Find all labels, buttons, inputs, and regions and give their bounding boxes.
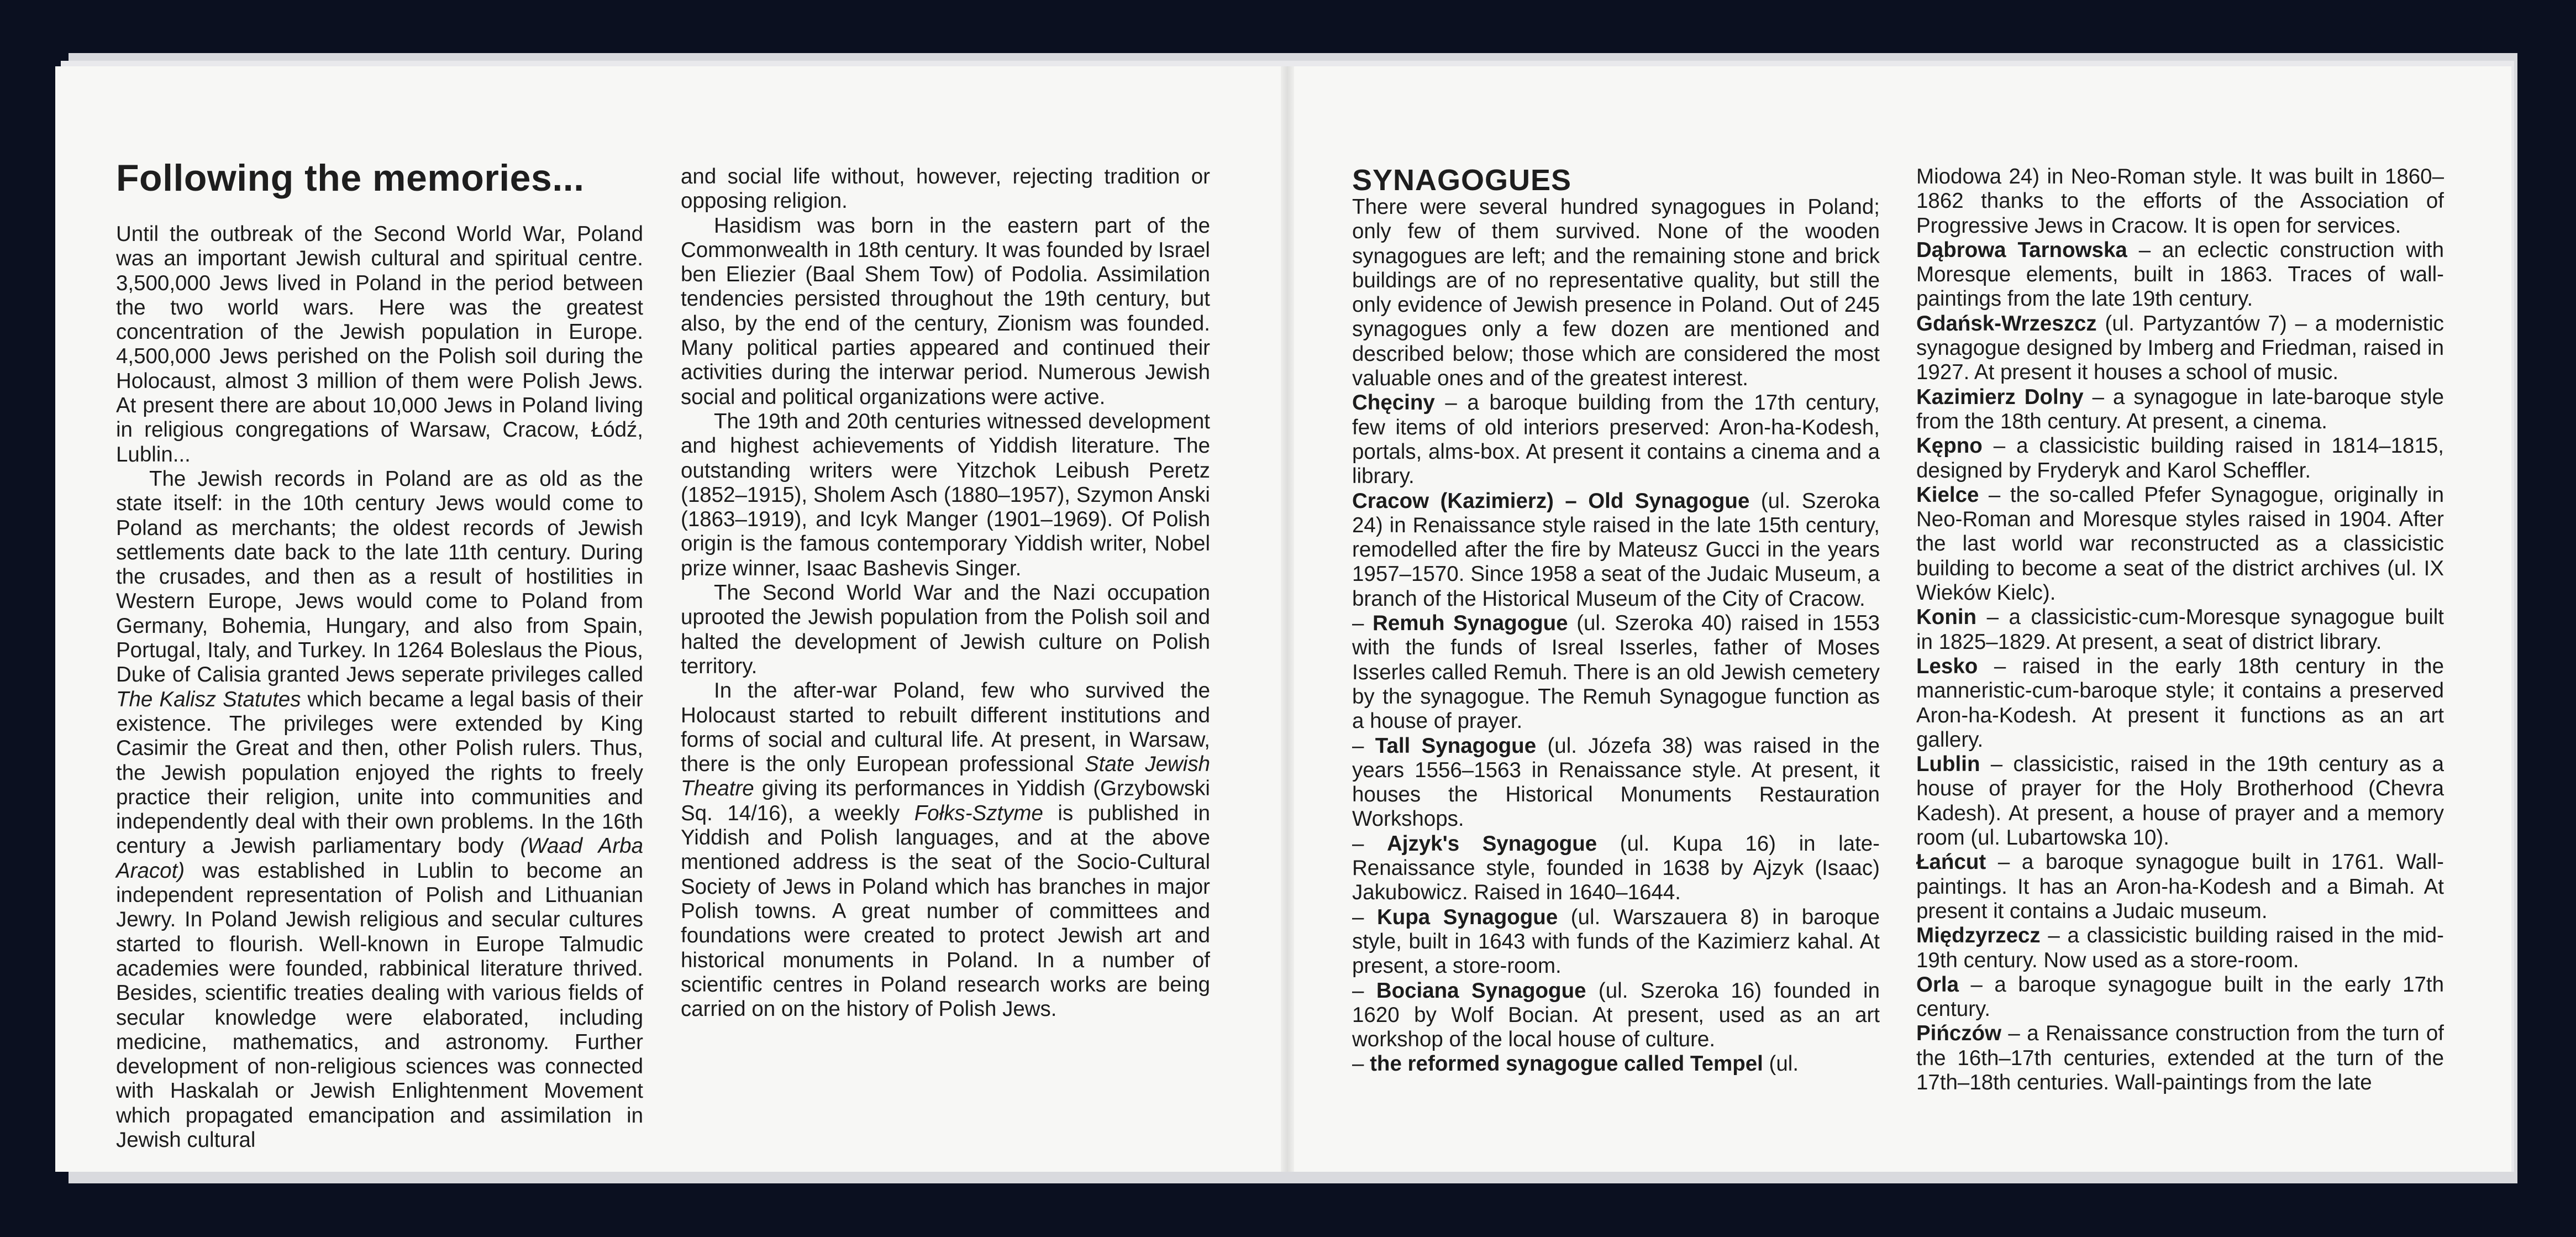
synagogue-entry: Pińczów – a Renaissance construction from the turn of the 16th–17th centuries, extended at the turn of the 17th–18th centuries. Wall-paintings from the late bbox=[1916, 1021, 2444, 1094]
intro-paragraph: There were several hundred synagogues in Poland; only few of them survived. None of the wooden synagogues are left; and the remaining stone and brick buildings are of no representative quality, but still the only evidence of Jewish presence in Poland. Out of 245 synagogues only a few dozen are mentioned and described below; those which are considered the most valuable ones and of the greatest interest. bbox=[1352, 195, 1880, 391]
paragraph: In the after-war Poland, few who survived the Holocaust started to rebuilt different institutions and forms of social and cultural life. At present, in Warsaw, there is the only European professional State Jewish Theatre giving its performances in Yiddish (Grzybowski Sq. 14/16), a weekly Fołks-Sztyme is published in Yiddish and Polish languages, and at the above mentioned address is the seat of the Socio-Cultural Society of Jews in Poland which has branches in major Polish towns. A great number of committees and foundations were created to protect Jewish art and historical monuments in Poland. In a number of scientific centres in Poland research works are being carried on on the history of Polish Jews. bbox=[681, 679, 1210, 1021]
paragraph: Until the outbreak of the Second World War, Poland was an important Jewish cultural and spiritual centre. 3,500,000 Jews lived in Poland in the period between the two world wars. Here was the greatest concentration of the Jewish population in Europe. 4,500,000 Jews perished on the Polish soil during the Holocaust, almost 3 million of them were Polish Jews. At present there are about 10,000 Jews in Poland living in religious congregations of Warsaw, Cracow, Łódź, Lublin... bbox=[116, 222, 643, 467]
synagogue-entry: – the reformed synagogue called Tempel (ul. bbox=[1352, 1052, 1799, 1076]
synagogue-entry: Dąbrowa Tarnowska – an eclectic construction with Moresque elements, built in 1863. Traces of wall-paintings from the late 19th century. bbox=[1916, 238, 2444, 311]
synagogue-entry: Kielce – the so-called Pfefer Synagogue, originally in Neo-Roman and Moresque styles raised in 1904. After the last world war reconstructed as a classicistic building to become a seat of the district archives (ul. IX Wieków Kielc). bbox=[1916, 483, 2444, 605]
synagogue-entry: Kępno – a classicistic building raised in 1814–1815, designed by Fryderyk and Karol Scheffler. bbox=[1916, 434, 2444, 483]
synagogue-entry: – Bociana Synagogue (ul. Szeroka 16) founded in 1620 by Wolf Bocian. At present, used as an art workshop of the local house of culture. bbox=[1352, 978, 1880, 1052]
column-1 bbox=[116, 160, 643, 1152]
paragraph: Hasidism was born in the eastern part of the Commonwealth in 18th century. It was founded by Israel ben Eliezier (Baal Shem Tow) of Podolia. Assimilation tendencies persisted throughout the 19th century, but also, by the end of the century, Zionism was founded. Many political parties appeared and continued their activities during the interwar period. Numerous Jewish social and political organizations were active. bbox=[681, 213, 1210, 409]
paragraph: The Jewish records in Poland are as old as the state itself: in the 10th century Jews would come to Poland as merchants; the oldest records of Jewish settlements date back to the late 11th century. During the crusades, and then as a result of hostilities in Western Europe, Jews would come to Poland from Germany, Bohemia, Hungary, and also from Spain, Portugal, Italy, and Turkey. In 1264 Boleslaus the Pious, Duke of Calisia granted Jews seperate privileges called The Kalisz Statutes which became a legal basis of their existence. The privileges were extended by King Casimir the Great and then, other Polish rulers. Thus, the Jewish population enjoyed the rights to freely practice their religion, unite into communities and independently deal with their own problems. In the 16th century a Jewish parliamentary body (Waad Arba Aracot) was established in Lublin to become an independent representation of Polish and Lithuanian Jewry. In Poland Jewish religious and secular cultures started to flourish. Well-known in Europe Talmudic academies were founded, rabbinical literature thrived. Besides, scientific treaties dealing with various fields of secular knowledge were elaborated, including medicine, mathematics, and astronomy. Further development of non-religious sciences was connected with Haskalah or Jewish Enlightenment Movement which propagated emancipation and assimilation in Jewish cultural bbox=[116, 467, 643, 1152]
synagogue-entry: Kazimierz Dolny – a synagogue in late-baroque style from the 18th century. At present, a cinema. bbox=[1916, 385, 2444, 433]
column-3 bbox=[1352, 195, 1880, 1077]
column-4 bbox=[1916, 165, 2444, 1095]
synagogue-entry: Gdańsk-Wrzeszcz (ul. Partyzantów 7) – a modernistic synagogue designed by Imberg and Friedman, raised in 1927. At present it houses a school of music. bbox=[1916, 311, 2444, 385]
synagogue-entry: – Remuh Synagogue (ul. Szeroka 40) raised in 1553 with the funds of Isreal Isserles, father of Moses Isserles called Remuh. There is an old Jewish cemetery by the synagogue. The Remuh Synagogue function as a house of prayer. bbox=[1352, 611, 1880, 733]
paragraph: The 19th and 20th centuries witnessed development and highest achievements of Yiddish literature. The outstanding writers were Yitzchok Leibush Peretz (1852–1915), Sholem Asch (1880–1957), Szymon Anski (1863–1919), and Icyk Manger (1901–1969). Of Polish origin is the famous contemporary Yiddish writer, Nobel prize winner, Isaac Bashevis Singer. bbox=[681, 409, 1210, 580]
synagogue-entry: Lublin – classicistic, raised in the 19th century as a house of prayer for the Holy Brotherhood (Chevra Kadesh). At present, a house of prayer and a memory room (ul. Lubartowska 10). bbox=[1916, 752, 2444, 850]
synagogue-entry: – Kupa Synagogue (ul. Warszauera 8) in baroque style, built in 1643 with funds of the Kazimierz kahal. At present, a store-room. bbox=[1352, 905, 1880, 978]
synagogue-entry: – Tall Synagogue (ul. Józefa 38) was raised in the years 1556–1563 in Renaissance style. At present, it houses the Historical Monuments Restauration Workshops. bbox=[1352, 733, 1880, 831]
center-fold bbox=[1281, 66, 1294, 1172]
section-title: SYNAGOGUES bbox=[1352, 164, 1572, 197]
paragraph: and social life without, however, rejecting tradition or opposing religion. bbox=[681, 165, 1210, 213]
synagogue-entry: Lesko – raised in the early 18th century in the manneristic-cum-baroque style; it contains a preserved Aron-ha-Kodesh. At present it functions as an art gallery. bbox=[1916, 654, 2444, 752]
synagogue-entry: Łańcut – a baroque synagogue built in 1761. Wall-paintings. It has an Aron-ha-Kodesh and a Bimah. At present it contains a Judaic museum. bbox=[1916, 850, 2444, 923]
paragraph: The Second World War and the Nazi occupation uprooted the Jewish population from the Polish soil and halted the development of Jewish culture on Polish territory. bbox=[681, 581, 1210, 678]
paragraph: Miodowa 24) in Neo-Roman style. It was built in 1860–1862 thanks to the efforts of the Association of Progressive Jews in Cracow. It is open for services. bbox=[1916, 165, 2444, 238]
column-2 bbox=[681, 165, 1210, 1021]
synagogue-entry: Konin – a classicistic-cum-Moresque synagogue built in 1825–1829. At present, a seat of district library. bbox=[1916, 605, 2444, 654]
synagogue-entry: Chęciny – a baroque building from the 17th century, few items of old interiors preserved: Aron-ha-Kodesh, portals, alms-box. At present it contains a cinema and a library. bbox=[1352, 391, 1880, 489]
synagogue-entry: Orla – a baroque synagogue built in the early 17th century. bbox=[1916, 972, 2444, 1021]
synagogue-entry: Międzyrzecz – a classicistic building raised in the mid-19th century. Now used as a store-room. bbox=[1916, 924, 2444, 972]
synagogue-entry: Cracow (Kazimierz) – Old Synagogue (ul. Szeroka 24) in Renaissance style raised in the late 15th century, remodelled after the fire by Mateusz Gucci in the years 1957–1570. Since 1958 a seat of the Judaic Museum, a branch of the Historical Museum of the City of Cracow. bbox=[1352, 489, 1880, 611]
synagogue-entry: – Ajzyk's Synagogue (ul. Kupa 16) in late-Renaissance style, founded in 1638 by Ajzyk (Isaac) Jakubowicz. Raised in 1640–1644. bbox=[1352, 831, 1880, 905]
page-title: Following the memories... bbox=[116, 157, 585, 199]
